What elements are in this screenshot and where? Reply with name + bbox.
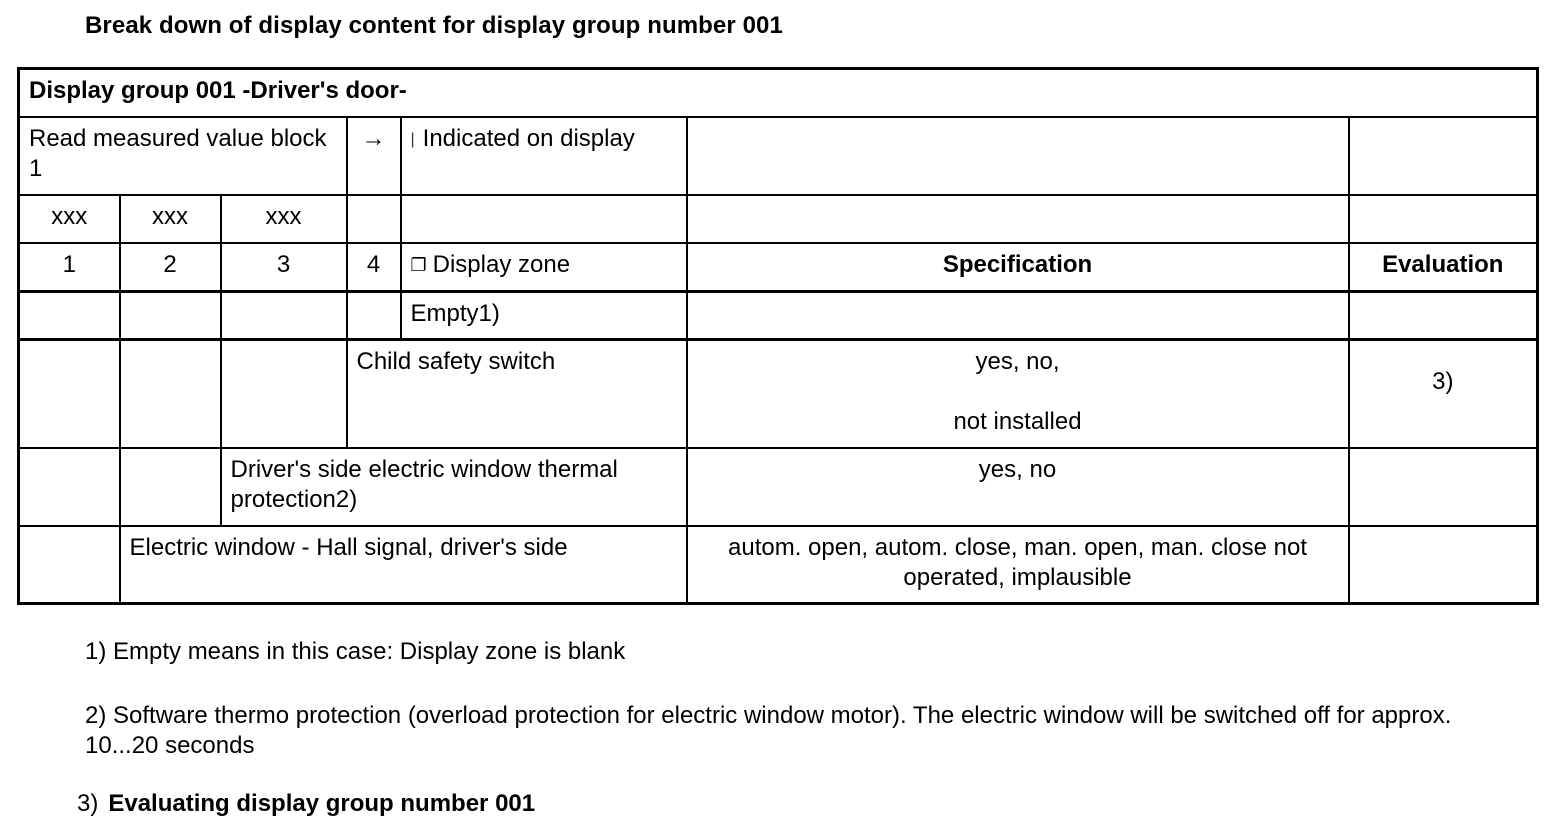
row3-blank-1 [19,448,120,526]
row1-blank-1 [19,292,120,340]
group-heading-row [19,69,1538,117]
row3-label: Driver's side electric window thermal protection2) [221,448,687,526]
xxx-cell-2: xxx [120,195,221,243]
indicated-label: Indicated on display [422,124,635,152]
group-heading: Display group 001 -Driver's door- [19,69,1538,117]
xxx-cell-1: xxx [19,195,120,243]
table-row [19,292,1538,340]
row1-spec [687,292,1349,340]
footnote-3 [77,790,535,818]
indicated-cell [401,117,687,195]
xxx-row [19,195,1538,243]
row4-eval [1349,526,1538,604]
row1-blank-2 [120,292,221,340]
row3-eval [1349,448,1538,526]
row1-blank-3 [221,292,347,340]
spec-blank-1 [687,117,1349,195]
field-number-1: 1 [19,243,120,292]
table-row [19,340,1538,448]
row2-blank-1 [19,340,120,448]
arrow-cell [347,117,401,195]
field-number-4: 4 [347,243,401,292]
page-title: Break down of display content for display group number 001 [85,12,783,39]
xxx-cell-3: xxx [221,195,347,243]
row2-blank-2 [120,340,221,448]
field-number-3: 3 [221,243,347,292]
row4-blank-1 [19,526,120,604]
row2-spec-line1: yes, no, [975,348,1060,375]
row1-label: Empty1) [401,292,687,340]
footnote-3-number: 3) [77,790,99,817]
read-block-row [19,117,1538,195]
row2-eval: 3) [1349,340,1538,448]
xxx-blank-4 [347,195,401,243]
row2-spec [687,340,1349,448]
display-zone-header [401,243,687,292]
table-row [19,526,1538,604]
xxx-blank-5 [401,195,687,243]
row2-blank-3 [221,340,347,448]
field-number-2: 2 [120,243,221,292]
footnote-1: 1) Empty means in this case: Display zone is blank [85,638,626,665]
row1-blank-4 [347,292,401,340]
specification-header: Specification [687,243,1349,292]
table-row [19,448,1538,526]
arrow-right-icon: → [361,124,386,152]
evaluation-header: Evaluation [1349,243,1538,292]
row2-spec-line2: not installed [953,408,1082,435]
tick-mark-icon: | [410,130,415,148]
row2-label: Child safety switch [347,340,687,448]
row3-blank-2 [120,448,221,526]
xxx-blank-6 [687,195,1349,243]
row3-spec: yes, no [687,448,1349,526]
row1-eval [1349,292,1538,340]
display-group-table [17,67,1539,605]
footnote-3-text: Evaluating display group number 001 [108,790,536,817]
xxx-blank-7 [1349,195,1538,243]
row4-spec: autom. open, autom. close, man. open, man. close not operated, implausible [687,526,1349,604]
footnote-2: 2) Software thermo protection (overload protection for electric window motor). The electric window will be switched off for approx. 10...20 seconds [85,702,1452,759]
header-row [19,243,1538,292]
square-bracket-icon: ❐ [410,254,427,275]
display-zone-label: Display zone [432,250,571,278]
read-block-label: Read measured value block 1 [19,117,347,195]
row4-label: Electric window - Hall signal, driver's side [120,526,687,604]
eval-blank-1 [1349,117,1538,195]
